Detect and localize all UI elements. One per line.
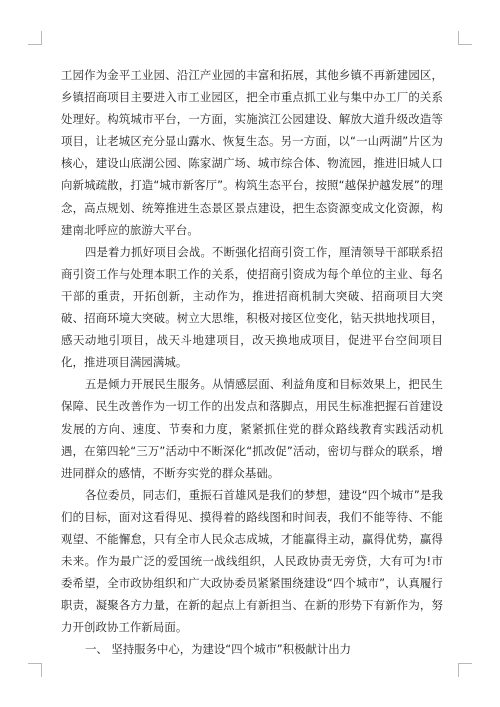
- document-body: [61, 64, 443, 661]
- paragraph-livelihood-service: 五是倾力开展民生服务。从情感层面、利益角度和目标效果上，把民生保障、民生改善作为一切工作的出发点和落脚点，用民生标准把握石首建设发展的方向、速度、节奏和力度，紧紧抓住党的群众路线教育实践活动机遇，在第四轮“三万”活动中不断深化“抓改促”活动，密切与群众的联系，增进同群众的感情，不断夯实党的群众基础。: [61, 377, 443, 480]
- crop-mark-bottom-right-v: [458, 663, 459, 677]
- crop-mark-bottom-left-v: [41, 663, 42, 677]
- paragraph-continuation: 工园作为金平工业园、沿江产业园的丰富和拓展，其他乡镇不再新建园区，乡镇招商项目主要进入市工业园区，把全市重点抓工业与集中办工厂的关系处理好。构筑城市平台，一方面，实施滨江公园建设、解放大道升级改造等项目，让老城区充分显山露水、恢复生态。另一方面，以“一山两湖”片区为核心，建设山底湖公园、陈家湖广场、城市综合体、物流园，推进旧城人口向新城疏散，打造“城市新客厅”。构筑生态平台，按照“越保护越发展”的理念，高点规划、统筹推进生态景区景点建设，把生态资源变成文化资源，构建南北呼应的旅游大平台。: [61, 68, 443, 237]
- crop-mark-top-right-h: [458, 44, 472, 45]
- section-heading: 一、 坚持服务中心，为建设“四个城市”积极献计出力: [85, 642, 352, 657]
- paragraph-project-campaign: 四是着力抓好项目会战。不断强化招商引资工作，厘清领导干部联系招商引资工作与处理本职工作的关系，使招商引资成为每个单位的主业、每名干部的重责，开拓创新，主动作为，推进招商机制大突破、招商项目大突破、招商环境大突破。树立大思维，积极对接区位变化，钻天拱地找项目，感天动地引项目，战天斗地建项目，改天换地成项目，促进平台空间项目化，推进项目满园满城。: [61, 244, 443, 370]
- paragraph-committee-address: 各位委员，同志们，重振石首雄风是我们的梦想，建设“四个城市”是我们的目标，面对这看得见、摸得着的路线图和时间表，我们不能等待、不能观望、不能懈怠，只有全市人民众志成城，才能赢得主动，赢得优势，赢得未来。作为最广泛的爱国统一战线组织，人民政协责无旁贷，大有可为!市委希望，全市政协组织和广大政协委员紧紧围绕建设“四个城市”，认真履行职责，凝聚各方力量，在新的起点上有新担当、在新的形势下有新作为，努力开创政协工作新局面。: [61, 487, 443, 635]
- crop-mark-bottom-right-h: [458, 663, 472, 664]
- crop-mark-top-right-v: [458, 31, 459, 45]
- crop-mark-top-left-h: [28, 44, 42, 45]
- crop-mark-bottom-left-h: [28, 663, 42, 664]
- crop-mark-top-left-v: [41, 31, 42, 45]
